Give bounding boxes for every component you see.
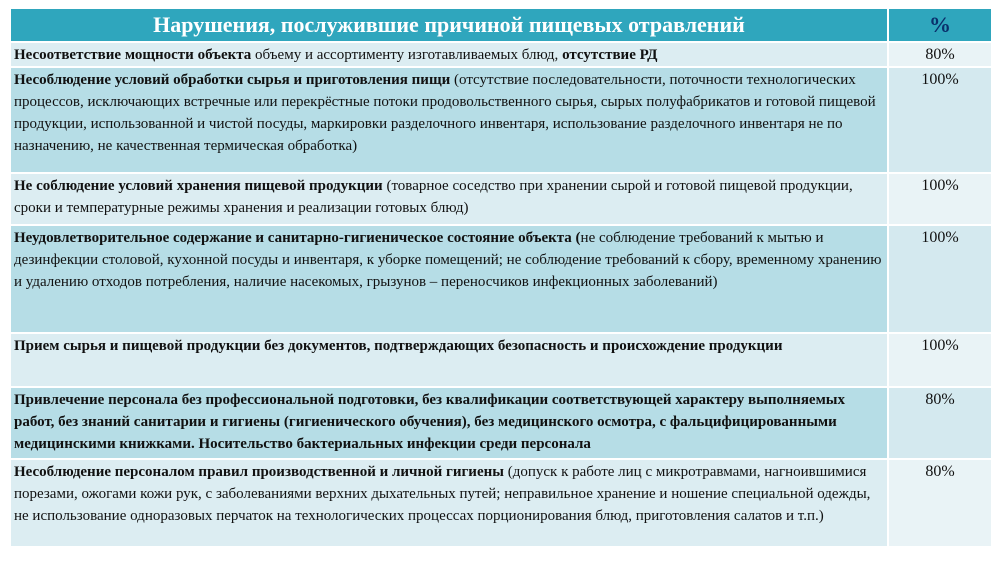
table-row	[11, 43, 991, 68]
table-row	[11, 174, 991, 226]
violation-description	[11, 43, 889, 68]
violation-percent: 100%	[889, 226, 991, 334]
table-row	[11, 68, 991, 174]
violation-bold-text: Привлечение персонала без профессиональной подготовки, без квалификации соответствующей характеру выполняемых работ, без знаний санитарии и гигиены (гигиенического обучения), без медицинского осмотра, с фальцифицированными медицинскими книжками. Носительство бактериальных инфекции среди персонала	[14, 392, 846, 452]
violation-percent: 100%	[889, 334, 991, 388]
violation-bold-text: отсутствие РД	[562, 47, 658, 63]
violation-bold-text: Несоблюдение персоналом правил производственной и личной гигиены	[14, 464, 504, 480]
table-row	[11, 334, 991, 388]
violation-percent: 80%	[889, 43, 991, 68]
violation-percent: 80%	[889, 388, 991, 460]
violations-table	[11, 9, 991, 548]
violation-description	[11, 68, 889, 174]
violation-bold-text: Прием сырья и пищевой продукции без документов, подтверждающих безопасность и происхождение продукции	[14, 338, 783, 354]
violation-description	[11, 226, 889, 334]
violation-description	[11, 334, 889, 388]
violation-percent: 80%	[889, 460, 991, 548]
violation-text: (товарное соседство при хранении сырой и готовой пищевой продукции, сроки и температурные режимы хранения и реализации готовых блюд)	[14, 178, 853, 216]
violation-text: (допуск к работе лиц с микротравмами, нагноившимися порезами, ожогами кожи рук, с заболеваниями верхних дыхательных путей; неправильное хранение и ношение специальной одежды, не использование одноразовых перчаток на технологических процессах порционирования блюд, приготовления салатов и т.п.)	[14, 464, 871, 524]
table-row	[11, 388, 991, 460]
violation-text: объему и ассортименту изготавливаемых блюд,	[251, 47, 563, 63]
violation-description	[11, 460, 889, 548]
table-title: Нарушения, послужившие причиной пищевых отравлений	[11, 9, 889, 43]
violation-bold-text: Несоблюдение условий обработки сырья и приготовления пищи	[14, 72, 451, 88]
violation-bold-text: Неудовлетворительное содержание и санитарно-гигиеническое состояние объекта (	[14, 230, 581, 246]
table-row	[11, 226, 991, 334]
table-header-row	[11, 9, 991, 43]
violation-description	[11, 388, 889, 460]
violation-bold-text: Несоответствие мощности объекта	[14, 47, 252, 63]
violation-description	[11, 174, 889, 226]
violation-text: (отсутствие последовательности, поточности технологических процессов, исключающих встречные или перекрёстные потоки продовольственного сырья, сырых полуфабрикатов и готовой пищевой продукции, использованной и чистой посуды, маркировки разделочного инвентаря, использование разделочного инвентаря не по назначению, не качественная термическая обработка)	[14, 72, 876, 154]
violations-table-container	[11, 9, 991, 548]
violation-bold-text: Не соблюдение условий хранения пищевой продукции	[14, 178, 383, 194]
violation-text: не соблюдение требований к мытью и дезинфекции столовой, кухонной посуды и инвентаря, к уборке помещений; не соблюдение требований к сбору, временному хранению и удалению отходов потребления, наличие насекомых, грызунов – переносчиков инфекционных заболеваний)	[14, 230, 882, 290]
table-row	[11, 460, 991, 548]
percent-column-header: %	[889, 9, 991, 43]
violation-percent: 100%	[889, 174, 991, 226]
violation-percent: 100%	[889, 68, 991, 174]
